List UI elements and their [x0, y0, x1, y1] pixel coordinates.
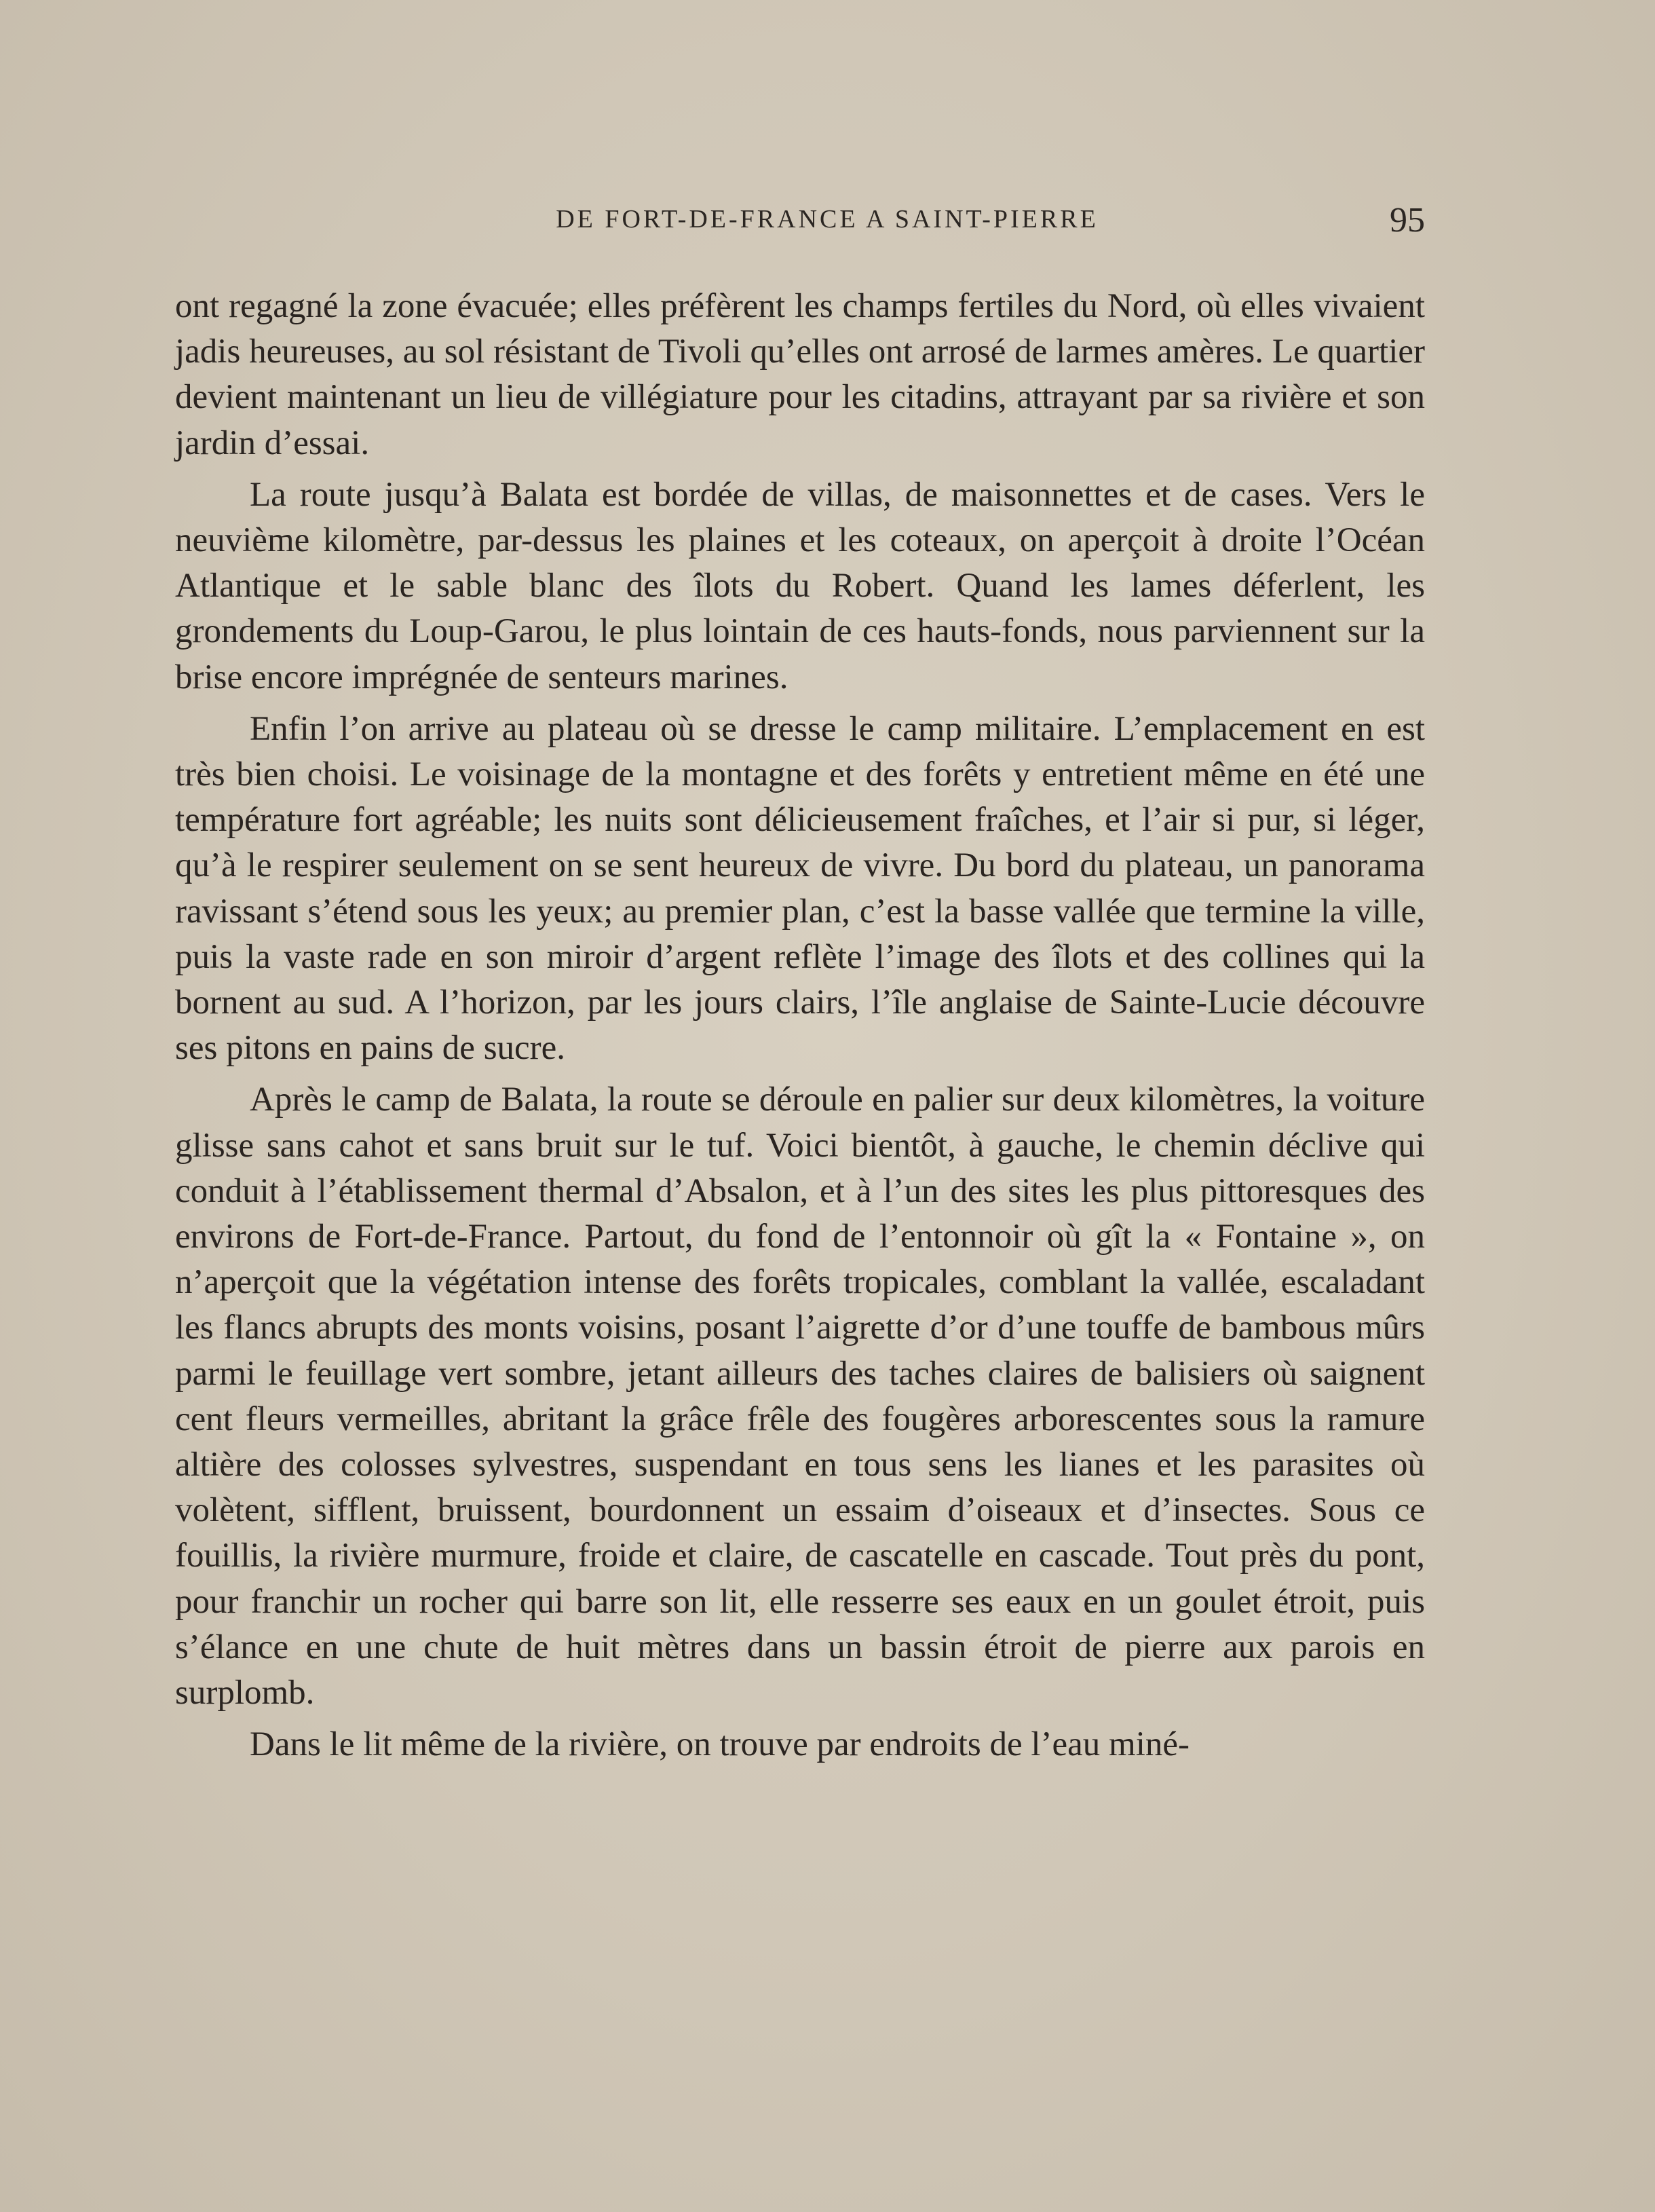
- paragraph-1: ont regagné la zone évacuée; elles préfèrent les champs fertiles du Nord, où elles vivaient jadis heureuses, au sol résistant de Tivoli qu’elles ont arrosé de larmes amères. Le quartier devient maintenant un lieu de villégiature pour les citadins, attrayant par sa rivière et son jardin d’essai.: [175, 287, 1425, 462]
- paragraph-2: La route jusqu’à Balata est bordée de villas, de maisonnettes et de cases. Vers le neuvième kilomètre, par-dessus les plaines et les coteaux, on aperçoit à droite l’Océan Atlantique et le sable blanc des îlots du Robert. Quand les lames déferlent, les grondements du Loup-Garou, le plus lointain de ces hauts-fonds, nous parviennent sur la brise encore imprégnée de senteurs marines.: [175, 475, 1425, 696]
- page-header: [175, 200, 1425, 248]
- running-head: DE FORT-DE-FRANCE A SAINT-PIERRE: [556, 205, 1099, 233]
- body-text: [175, 284, 1425, 1774]
- paragraph-5: Dans le lit même de la rivière, on trouve par endroits de l’eau miné-: [250, 1725, 1190, 1764]
- page-number: 95: [1390, 201, 1425, 240]
- paragraph-3: Enfin l’on arrive au plateau où se dresse le camp militaire. L’emplacement en est très bien choisi. Le voisinage de la montagne et des forêts y entretient même en été une température fort agréable; les nuits sont délicieusement fraîches, et l’air si pur, si léger, qu’à le respirer seulement on se sent heureux de vivre. Du bord du plateau, un panorama ravissant s’étend sous les yeux; au premier plan, c’est la basse vallée que termine la ville, puis la vaste rade en son miroir d’argent reflète l’image des îlots et des collines qui la bornent au sud. A l’horizon, par les jours clairs, l’île anglaise de Sainte-Lucie découvre ses pitons en pains de sucre.: [175, 709, 1425, 1068]
- paragraph-4: Après le camp de Balata, la route se déroule en palier sur deux kilomètres, la voiture glisse sans cahot et sans bruit sur le tuf. Voici bientôt, à gauche, le chemin déclive qui conduit à l’établissement thermal d’Absalon, et à l’un des sites les plus pittoresques des environs de Fort-de-France. Partout, du fond de l’entonnoir où gît la « Fontaine », on n’aperçoit que la végétation intense des forêts tropicales, comblant la vallée, escaladant les flancs abrupts des monts voisins, posant l’aigrette d’or d’une touffe de bambous mûrs parmi le feuillage vert sombre, jetant ailleurs des taches claires de balisiers où saignent cent fleurs vermeilles, abritant la grâce frêle des fougères arborescentes sous la ramure altière des colosses sylvestres, suspendant en tous sens les lianes et les parasites où volètent, sifflent, bruissent, bourdonnent un essaim d’oiseaux et d’insectes. Sous ce fouillis, la rivière murmure, froide et claire, de cascatelle en cascade. Tout près du pont, pour franchir un rocher qui barre son lit, elle resserre ses eaux en un goulet étroit, puis s’élance en une chute de huit mètres dans un bassin étroit de pierre aux parois en surplomb.: [175, 1081, 1425, 1712]
